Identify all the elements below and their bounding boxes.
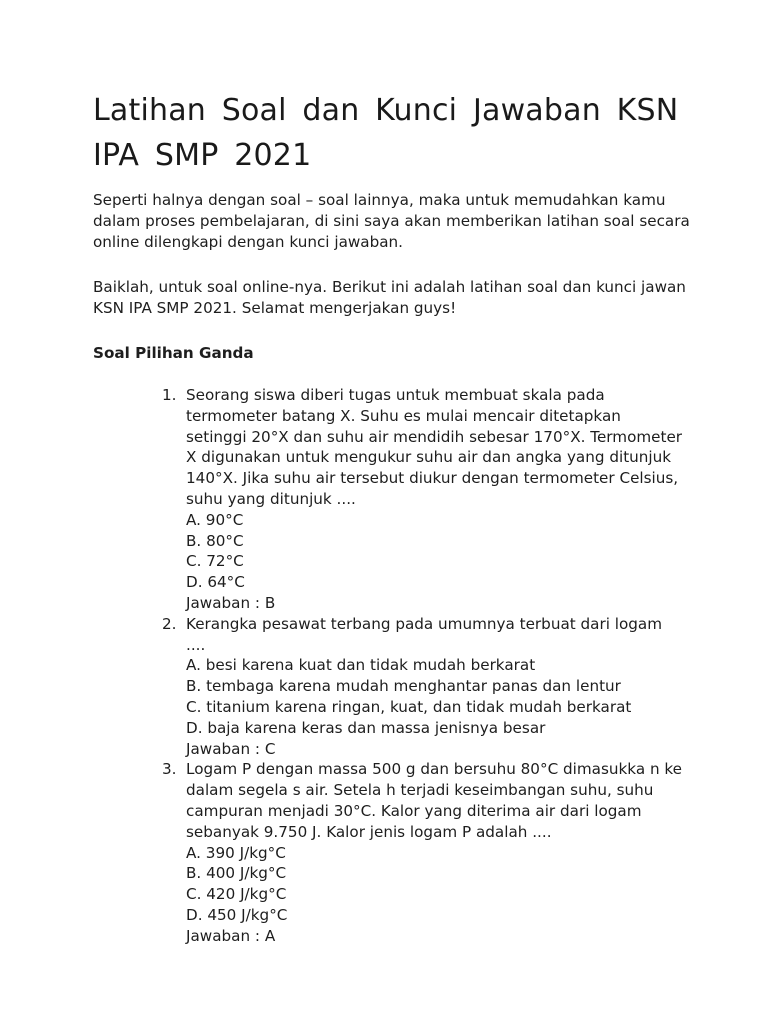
- answer-key: Jawaban : C: [186, 739, 276, 758]
- question-item-1: [162, 385, 686, 614]
- section-heading: Soal Pilihan Ganda: [93, 344, 254, 362]
- option-d: D. baja karena keras dan massa jenisnya besar: [186, 718, 546, 737]
- question-text: Seorang siswa diberi tugas untuk membuat skala pada termometer batang X. Suhu es mulai mencair ditetapkan setinggi 20°X dan suhu air mendidih sebesar 170°X. Termometer X digunakan untuk mengukur suhu air dan angka yang ditunjuk 140°X. Jika suhu air tersebut diukur dengan termometer Celsius, suhu yang ditunjuk ....: [186, 386, 683, 508]
- option-d: D. 64°C: [186, 573, 245, 592]
- question-number: 2.: [162, 614, 177, 633]
- option-c: C. titanium karena ringan, kuat, dan tidak mudah berkarat: [186, 697, 632, 716]
- option-b: B. tembaga karena mudah menghantar panas dan lentur: [186, 677, 621, 696]
- option-c: C. 420 J/kg°C: [186, 885, 287, 904]
- page-title: Latihan Soal dan Kunci Jawaban KSN IPA SMP 2021: [93, 93, 679, 173]
- answer-key: Jawaban : B: [186, 593, 276, 612]
- option-a: A. besi karena kuat dan tidak mudah berkarat: [186, 656, 536, 675]
- question-text: Logam P dengan massa 500 g dan bersuhu 80°C dimasukka n ke dalam segela s air. Setela h terjadi keseimbangan suhu, suhu campuran menjadi 30°C. Kalor yang diterima air dari logam sebanyak 9.750 J. Kalor jenis logam P adalah ....: [186, 760, 683, 841]
- option-b: B. 400 J/kg°C: [186, 864, 287, 883]
- option-a: A. 90°C: [186, 510, 244, 529]
- question-text: Kerangka pesawat terbang pada umumnya terbuat dari logam ....: [186, 614, 663, 654]
- question-list: [162, 385, 686, 947]
- answer-key: Jawaban : A: [186, 926, 276, 945]
- option-a: A. 390 J/kg°C: [186, 843, 286, 862]
- option-b: B. 80°C: [186, 531, 244, 550]
- option-list: [186, 655, 686, 738]
- question-item-3: [162, 759, 686, 946]
- option-c: C. 72°C: [186, 552, 244, 571]
- question-number: 1.: [162, 386, 177, 404]
- option-list: [186, 843, 686, 926]
- intro-paragraph-2: Baiklah, untuk soal online-nya. Berikut ini adalah latihan soal dan kunci jawan KSN IPA SMP 2021. Selamat mengerjakan guys!: [93, 278, 686, 317]
- question-item-2: [162, 614, 686, 760]
- option-d: D. 450 J/kg°C: [186, 905, 288, 924]
- question-number: 3.: [162, 760, 177, 779]
- option-list: [186, 510, 686, 593]
- intro-paragraph: Seperti halnya dengan soal – soal lainnya, maka untuk memudahkan kamu dalam proses pembelajaran, di sini saya akan memberikan latihan soal secara online dilengkapi dengan kunci jawaban.: [93, 191, 690, 251]
